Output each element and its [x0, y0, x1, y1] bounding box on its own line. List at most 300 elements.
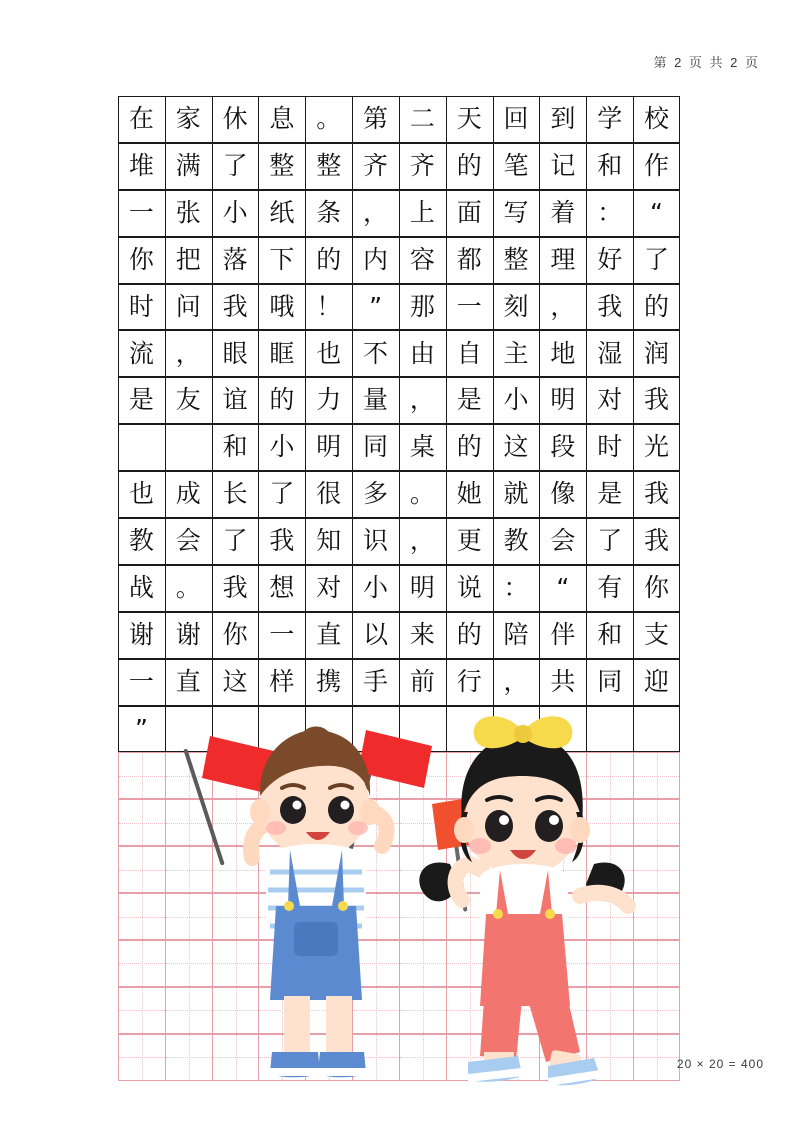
grid-cell [446, 143, 493, 190]
grid-cell [539, 846, 586, 893]
grid-cell [258, 659, 305, 706]
grid-character: 内 [363, 244, 389, 274]
grid-character: 了 [597, 526, 623, 556]
grid-cell [165, 565, 212, 612]
grid-character: 眶 [269, 338, 295, 368]
grid-character: 下 [269, 244, 295, 274]
grid-cell [258, 565, 305, 612]
grid-character: 哦 [269, 291, 295, 321]
grid-cell [118, 377, 165, 424]
grid-character: 段 [550, 432, 576, 462]
grid-cell [212, 612, 259, 659]
grid-cell [258, 1034, 305, 1081]
grid-cell [305, 987, 352, 1034]
grid-cell [399, 659, 446, 706]
grid-cell [165, 659, 212, 706]
grid-cell [633, 565, 680, 612]
grid-character: 你 [222, 619, 248, 649]
grid-cell [212, 893, 259, 940]
grid-cell [165, 424, 212, 471]
grid-cell [258, 284, 305, 331]
grid-character: 小 [222, 197, 248, 227]
grid-character: 理 [550, 244, 576, 274]
grid-cell [399, 846, 446, 893]
grid-cell [118, 424, 165, 471]
grid-cell [165, 706, 212, 753]
grid-cell [586, 96, 633, 143]
grid-character: ” [134, 713, 148, 743]
grid-cell [118, 1034, 165, 1081]
grid-character: 共 [550, 666, 576, 696]
grid-character: 谢 [175, 619, 201, 649]
grid-cell [305, 752, 352, 799]
grid-character: 我 [597, 291, 623, 321]
grid-cell [399, 987, 446, 1034]
grid-cell [212, 987, 259, 1034]
grid-character: 天 [456, 104, 482, 133]
grid-cell [352, 190, 399, 237]
grid-cell [305, 846, 352, 893]
grid-character: 明 [409, 573, 435, 603]
grid-cell [493, 706, 540, 753]
grid-cell [118, 846, 165, 893]
grid-cell [633, 284, 680, 331]
grid-cell [633, 1034, 680, 1081]
grid-character: 的 [456, 432, 482, 462]
grid-cell [539, 518, 586, 565]
grid-character: 你 [644, 573, 670, 603]
grid-character: 纸 [269, 197, 295, 227]
grid-character: 伴 [550, 619, 576, 649]
grid-character: 陪 [503, 619, 529, 649]
grid-cell [586, 1034, 633, 1081]
grid-cell [586, 893, 633, 940]
grid-cell [446, 424, 493, 471]
grid-cell [399, 471, 446, 518]
grid-row [118, 846, 680, 893]
grid-character: 齐 [409, 150, 435, 180]
grid-character: 是 [128, 385, 154, 415]
grid-cell [493, 518, 540, 565]
grid-cell [399, 518, 446, 565]
grid-cell [586, 612, 633, 659]
grid-cell [539, 799, 586, 846]
grid-row [118, 799, 680, 846]
grid-character: 我 [222, 573, 248, 603]
grid-character: 了 [222, 150, 248, 180]
grid-character: 整 [269, 150, 295, 180]
grid-cell [493, 940, 540, 987]
grid-cell [118, 96, 165, 143]
grid-character: 上 [409, 197, 435, 227]
grid-cell [446, 752, 493, 799]
grid-cell [586, 330, 633, 377]
grid-counter-label: 20 × 20 = 400 [676, 1057, 764, 1071]
grid-cell [633, 799, 680, 846]
grid-cell [493, 1034, 540, 1081]
grid-character: 落 [222, 244, 248, 274]
grid-character: 同 [363, 432, 389, 462]
grid-cell [493, 565, 540, 612]
grid-row [118, 330, 680, 377]
grid-character: 作 [644, 150, 670, 180]
grid-cell [399, 893, 446, 940]
grid-row [118, 96, 680, 143]
grid-character: 教 [128, 526, 154, 556]
grid-row [118, 612, 680, 659]
grid-cell [399, 96, 446, 143]
grid-character: 我 [644, 526, 670, 556]
grid-row [118, 471, 680, 518]
grid-cell [305, 424, 352, 471]
grid-cell [258, 518, 305, 565]
grid-character: 在 [128, 104, 154, 133]
grid-cell [399, 1034, 446, 1081]
grid-cell [539, 96, 586, 143]
grid-cell [212, 143, 259, 190]
grid-cell [586, 659, 633, 706]
grid-cell [586, 799, 633, 846]
grid-cell [399, 940, 446, 987]
grid-character: 这 [222, 666, 248, 696]
grid-cell [633, 706, 680, 753]
grid-character: “ [556, 573, 570, 603]
grid-cell [165, 940, 212, 987]
grid-cell [539, 659, 586, 706]
grid-cell [399, 612, 446, 659]
grid-character: 息 [269, 104, 295, 133]
grid-cell [212, 752, 259, 799]
grid-cell [539, 237, 586, 284]
grid-cell [118, 799, 165, 846]
grid-character: 明 [316, 432, 342, 462]
grid-cell [212, 565, 259, 612]
grid-cell [212, 330, 259, 377]
grid-character: 明 [550, 385, 576, 415]
grid-cell [352, 752, 399, 799]
grid-character: 一 [128, 666, 154, 696]
grid-character: 校 [644, 104, 670, 133]
grid-cell [352, 284, 399, 331]
grid-cell [493, 893, 540, 940]
grid-cell [633, 237, 680, 284]
grid-character: 小 [503, 385, 529, 415]
grid-character: 到 [550, 104, 576, 133]
grid-cell [165, 752, 212, 799]
grid-character: 也 [128, 479, 154, 509]
grid-character: “ [650, 197, 663, 227]
grid-character: 家 [175, 104, 201, 133]
grid-cell [446, 846, 493, 893]
grid-character: 这 [503, 432, 529, 462]
grid-cell [493, 659, 540, 706]
grid-cell [352, 799, 399, 846]
grid-cell [493, 471, 540, 518]
grid-cell [446, 190, 493, 237]
grid-cell [165, 612, 212, 659]
grid-cell [539, 752, 586, 799]
grid-cell [165, 893, 212, 940]
grid-cell [633, 518, 680, 565]
grid-cell [493, 424, 540, 471]
grid-cell [586, 706, 633, 753]
grid-cell [305, 190, 352, 237]
grid-cell [352, 96, 399, 143]
grid-cell [258, 987, 305, 1034]
grid-cell [493, 284, 540, 331]
grid-cell [539, 706, 586, 753]
grid-character: 。 [316, 104, 342, 133]
grid-character: ， [175, 338, 201, 368]
grid-character: 支 [644, 619, 670, 649]
grid-cell [586, 237, 633, 284]
grid-cell [212, 1034, 259, 1081]
grid-cell [305, 518, 352, 565]
grid-cell [352, 846, 399, 893]
grid-cell [258, 237, 305, 284]
grid-cell [352, 706, 399, 753]
grid-character: 由 [409, 338, 435, 368]
grid-row [118, 190, 680, 237]
grid-row [118, 143, 680, 190]
grid-cell [165, 799, 212, 846]
writing-grid-sheet [118, 96, 680, 1081]
grid-character: 对 [597, 385, 623, 415]
grid-cell [586, 190, 633, 237]
grid-cell [633, 190, 680, 237]
grid-character: ， [503, 666, 529, 696]
grid-cell [258, 330, 305, 377]
grid-cell [399, 377, 446, 424]
grid-cell [212, 190, 259, 237]
grid-character: 记 [550, 150, 576, 180]
grid-cell [118, 518, 165, 565]
grid-character: 写 [503, 197, 529, 227]
grid-cell [493, 96, 540, 143]
grid-cell [399, 330, 446, 377]
page-number-header: 第 2 页 共 2 页 [653, 55, 760, 70]
grid-character: 小 [269, 432, 295, 462]
grid-cell [633, 330, 680, 377]
grid-character: 直 [175, 666, 201, 696]
grid-cell [212, 846, 259, 893]
grid-character: 的 [316, 244, 342, 274]
grid-character: 以 [363, 619, 389, 649]
grid-character: 容 [409, 244, 435, 274]
grid-character: 量 [363, 385, 389, 415]
grid-character: 长 [222, 479, 248, 509]
grid-cell [539, 471, 586, 518]
grid-cell [446, 284, 493, 331]
grid-cell [539, 565, 586, 612]
grid-cell [399, 799, 446, 846]
grid-character: 小 [363, 573, 389, 603]
grid-cell [446, 330, 493, 377]
grid-character: 学 [597, 104, 623, 133]
grid-cell [165, 518, 212, 565]
grid-cell [212, 518, 259, 565]
grid-cell [118, 237, 165, 284]
grid-character: 湿 [597, 338, 623, 368]
grid-cell [493, 987, 540, 1034]
grid-character: 和 [222, 432, 248, 462]
grid-cell [212, 799, 259, 846]
grid-cell [446, 377, 493, 424]
grid-character: 识 [363, 526, 389, 556]
grid-cell [633, 424, 680, 471]
grid-character: 的 [456, 619, 482, 649]
grid-character: 。 [409, 479, 435, 509]
grid-row [118, 377, 680, 424]
grid-cell [633, 987, 680, 1034]
grid-cell [446, 706, 493, 753]
grid-cell [165, 846, 212, 893]
grid-character: 了 [269, 479, 295, 509]
grid-character: 友 [175, 385, 201, 415]
grid-cell [633, 659, 680, 706]
grid-row [118, 893, 680, 940]
grid-cell [165, 96, 212, 143]
grid-character: 笔 [503, 150, 529, 180]
grid-character: 也 [316, 338, 342, 368]
grid-cell [258, 846, 305, 893]
grid-cell [212, 424, 259, 471]
grid-row [118, 518, 680, 565]
grid-character: 我 [269, 526, 295, 556]
grid-cell [305, 471, 352, 518]
grid-character: 好 [597, 244, 623, 274]
grid-cell [446, 96, 493, 143]
grid-cell [352, 143, 399, 190]
grid-row [118, 237, 680, 284]
grid-character: 行 [456, 666, 482, 696]
grid-cell [633, 471, 680, 518]
grid-cell [352, 1034, 399, 1081]
grid-cell [633, 940, 680, 987]
grid-cell [118, 940, 165, 987]
grid-cell [539, 940, 586, 987]
grid-character: 对 [316, 573, 342, 603]
grid-character: 条 [316, 197, 342, 227]
grid-cell [633, 377, 680, 424]
grid-cell [539, 424, 586, 471]
grid-cell [446, 471, 493, 518]
grid-cell [399, 190, 446, 237]
grid-cell [493, 752, 540, 799]
grid-cell [305, 659, 352, 706]
grid-character: 携 [316, 666, 342, 696]
grid-cell [352, 330, 399, 377]
grid-character: 时 [597, 432, 623, 462]
grid-character: 那 [409, 291, 435, 321]
grid-row [118, 565, 680, 612]
grid-cell [586, 284, 633, 331]
grid-cell [258, 612, 305, 659]
grid-cell [212, 237, 259, 284]
grid-cell [165, 471, 212, 518]
grid-cell [586, 471, 633, 518]
grid-character: 润 [644, 338, 670, 368]
grid-character: ， [550, 291, 576, 321]
grid-cell [352, 940, 399, 987]
grid-cell [493, 377, 540, 424]
grid-cell [212, 940, 259, 987]
grid-character: 会 [175, 526, 201, 556]
grid-row [118, 424, 680, 471]
grid-cell [446, 659, 493, 706]
grid-cell [212, 471, 259, 518]
grid-cell [446, 987, 493, 1034]
grid-cell [539, 377, 586, 424]
grid-character: 很 [316, 479, 342, 509]
grid-cell [118, 190, 165, 237]
grid-cell [539, 330, 586, 377]
grid-cell [305, 612, 352, 659]
grid-cell [539, 893, 586, 940]
grid-cell [258, 190, 305, 237]
grid-cell [212, 96, 259, 143]
grid-cell [446, 940, 493, 987]
grid-character: 眼 [222, 338, 248, 368]
grid-cell [305, 377, 352, 424]
grid-cell [352, 518, 399, 565]
grid-character: 来 [409, 619, 435, 649]
grid-cell [165, 143, 212, 190]
grid-cell [493, 143, 540, 190]
grid-cell [633, 752, 680, 799]
grid-cell [118, 752, 165, 799]
grid-cell [586, 377, 633, 424]
grid-character: 把 [175, 244, 201, 274]
grid-cell [118, 143, 165, 190]
grid-cell [305, 1034, 352, 1081]
grid-character: 一 [456, 291, 482, 321]
grid-character: 时 [128, 291, 154, 321]
grid-cell [446, 565, 493, 612]
grid-cell [352, 893, 399, 940]
grid-cell [118, 330, 165, 377]
grid-character: 问 [175, 291, 201, 321]
grid-character: 的 [644, 291, 670, 321]
grid-character: 二 [409, 104, 435, 133]
grid-cell [305, 799, 352, 846]
grid-character: 不 [363, 338, 389, 368]
grid-cell [633, 846, 680, 893]
grid-cell [258, 377, 305, 424]
grid-character: 我 [644, 479, 670, 509]
grid-cell [305, 706, 352, 753]
grid-cell [352, 471, 399, 518]
grid-cell [586, 752, 633, 799]
grid-cell [258, 424, 305, 471]
grid-cell [352, 377, 399, 424]
grid-character: 光 [644, 432, 670, 462]
grid-character: ： [597, 197, 623, 227]
grid-cell [493, 330, 540, 377]
grid-cell [212, 284, 259, 331]
grid-character: 教 [503, 526, 529, 556]
grid-character: 了 [644, 244, 670, 274]
grid-cell [446, 1034, 493, 1081]
grid-cell [586, 143, 633, 190]
grid-cell [352, 237, 399, 284]
grid-cell [258, 143, 305, 190]
grid-cell [305, 565, 352, 612]
grid-character: 整 [503, 244, 529, 274]
grid-cell [258, 706, 305, 753]
grid-cell [399, 565, 446, 612]
grid-character: 谊 [222, 385, 248, 415]
